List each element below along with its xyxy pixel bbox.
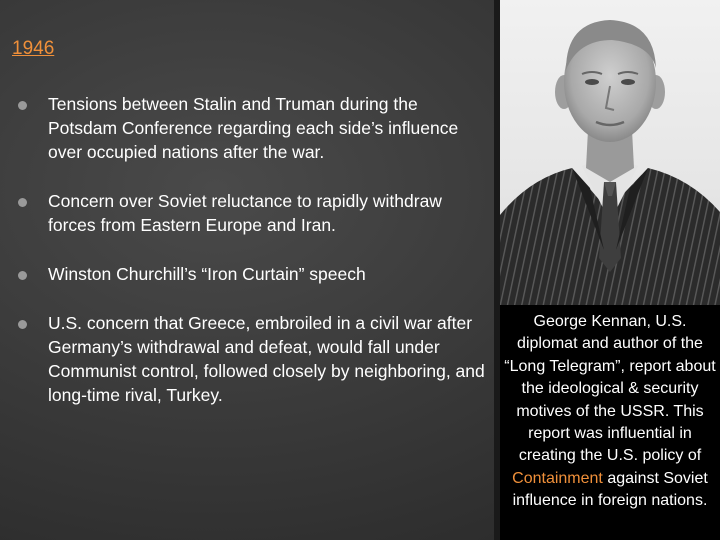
bullet-text: Winston Churchill’s “Iron Curtain” speech	[48, 264, 366, 284]
bullet-dot-icon	[18, 198, 27, 207]
bullet-dot-icon	[18, 271, 27, 280]
caption-text-after: against Soviet influence in foreign nations.	[512, 469, 708, 510]
slide-title: 1946	[12, 38, 55, 59]
photo-caption	[500, 305, 720, 540]
portrait-illustration	[500, 0, 720, 305]
bullet-dot-icon	[18, 101, 27, 110]
bullet-text: Tensions between Stalin and Truman during the Potsdam Conference regarding each side’s influence over occupied nations after the war.	[48, 94, 459, 162]
caption-highlight: Containment	[512, 469, 603, 487]
bullet-dot-icon	[18, 320, 27, 329]
bullet-text: Concern over Soviet reluctance to rapidly withdraw forces from Eastern Europe and Iran.	[48, 191, 442, 235]
bullet-text: U.S. concern that Greece, embroiled in a civil war after Germany’s withdrawal and defeat, would fall under Communist control, followed closely by neighboring, and long-time rival, Turkey.	[48, 313, 485, 405]
caption-text-before: George Kennan, U.S. diplomat and author of the “Long Telegram”, report about the ideological & security motives of the USSR. This report was influential in creating the U.S. policy of	[504, 313, 716, 465]
portrait-photo	[500, 0, 720, 305]
caption-text	[500, 305, 720, 513]
